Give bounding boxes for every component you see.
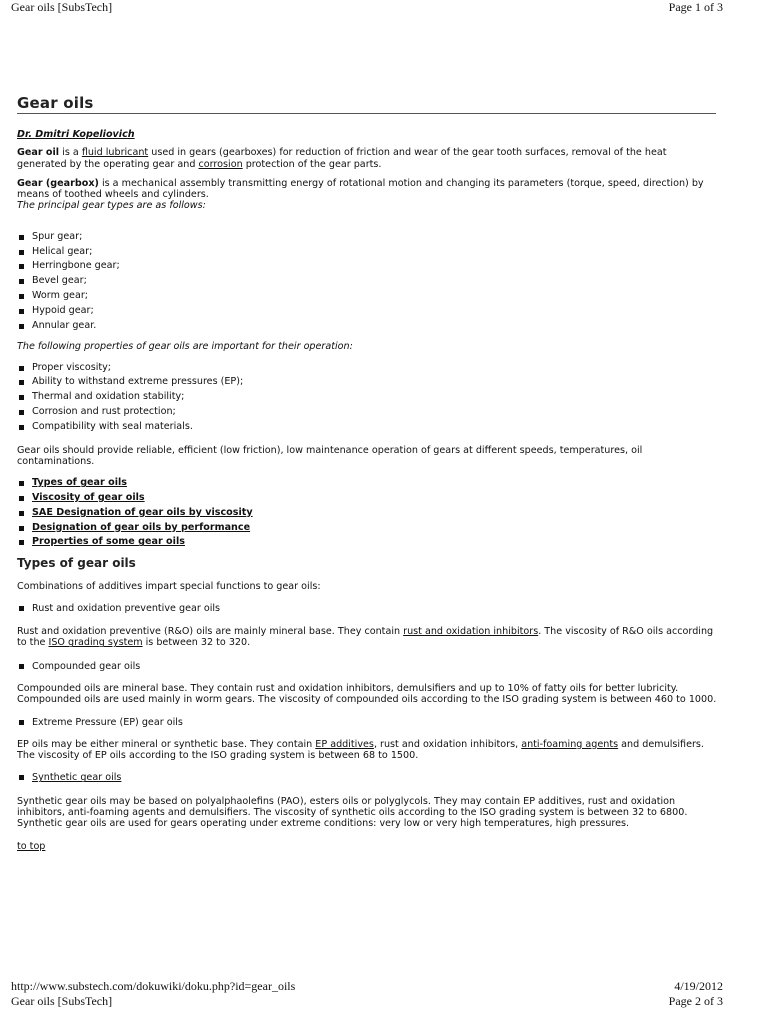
header-site-title: Gear oils [SubsTech] [11, 0, 113, 14]
toc-item[interactable] [17, 491, 717, 506]
list-item: Annular gear. [17, 319, 717, 334]
header-page-indicator: Page 1 of 3 [668, 0, 723, 14]
toc-item[interactable] [17, 535, 717, 550]
list-item: Ability to withstand extreme pressures (EP); [17, 375, 717, 390]
term-gear: Gear (gearbox) [17, 177, 99, 189]
list-item: Proper viscosity; [17, 361, 717, 376]
next-page-indicator: Page 2 of 3 [668, 994, 723, 1008]
print-footer-url-row [11, 979, 723, 995]
list-item: Hypoid gear; [17, 304, 717, 319]
gear-types-list [17, 230, 717, 334]
next-page-site-title: Gear oils [SubsTech] [11, 994, 113, 1008]
footer-date: 4/19/2012 [674, 979, 723, 993]
compounded-paragraph: Compounded oils are mineral base. They contain rust and oxidation inhibitors, demulsifiers and up to 10% of fatty oils for better lubricity. Compounded oils are used mainly in worm gears. The viscosity of compounded oils according to the ISO grading system is between 460 to 1000. [17, 683, 717, 706]
link-iso-grading[interactable]: ISO grading system [48, 637, 143, 649]
toc-link[interactable]: SAE Designation of gear oils by viscosity [32, 506, 253, 518]
properties-list [17, 361, 717, 435]
print-next-page-header [11, 994, 723, 1010]
list-item: Herringbone gear; [17, 259, 717, 274]
list-item: Bevel gear; [17, 274, 717, 289]
types-intro: Combinations of additives impart special functions to gear oils: [17, 580, 321, 592]
link-fluid-lubricant[interactable]: fluid lubricant [81, 147, 149, 159]
list-item: Thermal and oxidation stability; [17, 390, 717, 405]
gear-types-intro: The principal gear types are as follows: [17, 200, 206, 212]
gear-definition: Gear (gearbox) is a mechanical assembly transmitting energy of rotational motion and changing its parameters (torque, speed, direction) by means of toothed wheels and cylinders. [17, 177, 704, 201]
synthetic-paragraph: Synthetic gear oils may be based on polyalphaolefins (PAO), esters oils or polyglycols. They may contain EP additives, rust and oxidation inhibitors, anti-foaming agents and demulsifiers. The viscosity of synthetic oils according to the ISO grading system is between 32 to 6800. Synthetic gear oils are used for gears operating under extreme conditions: very low or very high temperatures, high pressures. [17, 795, 688, 830]
link-rust-inhibitors[interactable]: rust and oxidation inhibitors [403, 626, 539, 638]
toc-item[interactable] [17, 521, 717, 536]
properties-intro: The following properties of gear oils are important for their operation: [17, 341, 353, 353]
list-item: Worm gear; [17, 289, 717, 304]
toc-link[interactable]: Types of gear oils [32, 477, 127, 489]
rust-paragraph: Rust and oxidation preventive (R&O) oils are mainly mineral base. They contain rust and oxidation inhibitors. The viscosity of R&O oils according to the ISO grading system is between 32 to 320. [17, 626, 714, 649]
bullet-compounded: Compounded gear oils [17, 661, 717, 672]
author-link[interactable]: Dr. Dmitri Kopeliovich [17, 129, 135, 140]
ep-paragraph: EP oils may be either mineral or synthetic base. They contain EP additives, rust and oxidation inhibitors, anti-foaming agents and demulsifiers. The viscosity of EP oils according to the ISO grading system is between 68 to 1500. [17, 738, 704, 762]
toc-link[interactable]: Viscosity of gear oils [32, 492, 145, 504]
to-top-link[interactable]: to top [17, 840, 46, 852]
summary-paragraph: Gear oils should provide reliable, efficient (low friction), low maintenance operation of gears at different speeds, temperatures, oil contaminations. [17, 444, 643, 467]
page-title: Gear oils [17, 94, 94, 112]
link-ep-additives[interactable]: EP additives [315, 738, 374, 750]
link-synthetic-gear-oils[interactable]: Synthetic gear oils [32, 772, 122, 784]
list-item: Compatibility with seal materials. [17, 420, 717, 435]
toc-item[interactable] [17, 506, 717, 521]
toc-link[interactable]: Designation of gear oils by performance [32, 521, 251, 533]
bullet-extreme-pressure: Extreme Pressure (EP) gear oils [17, 717, 717, 728]
list-item: Helical gear; [17, 245, 717, 260]
table-of-contents [17, 476, 717, 550]
title-divider [17, 113, 716, 114]
intro-paragraph: Gear oil is a fluid lubricant used in gears (gearboxes) for reduction of friction and wear of the gear tooth surfaces, removal of the heat generated by the operating gear and corrosion protection of the gear parts. [17, 147, 667, 170]
term-gear-oil: Gear oil [17, 147, 60, 159]
list-item: Corrosion and rust protection; [17, 405, 717, 420]
link-anti-foaming[interactable]: anti-foaming agents [521, 738, 619, 750]
list-item: Spur gear; [17, 230, 717, 245]
section-heading-types: Types of gear oils [17, 556, 136, 571]
footer-url: http://www.substech.com/dokuwiki/doku.php?id=gear_oils [11, 979, 296, 993]
toc-link[interactable]: Properties of some gear oils [32, 536, 185, 548]
toc-item[interactable] [17, 476, 717, 491]
article-content [17, 121, 717, 852]
link-corrosion[interactable]: corrosion [198, 158, 243, 170]
bullet-synthetic [17, 772, 717, 783]
print-header [11, 0, 723, 16]
bullet-rust-oxidation: Rust and oxidation preventive gear oils [17, 603, 717, 614]
